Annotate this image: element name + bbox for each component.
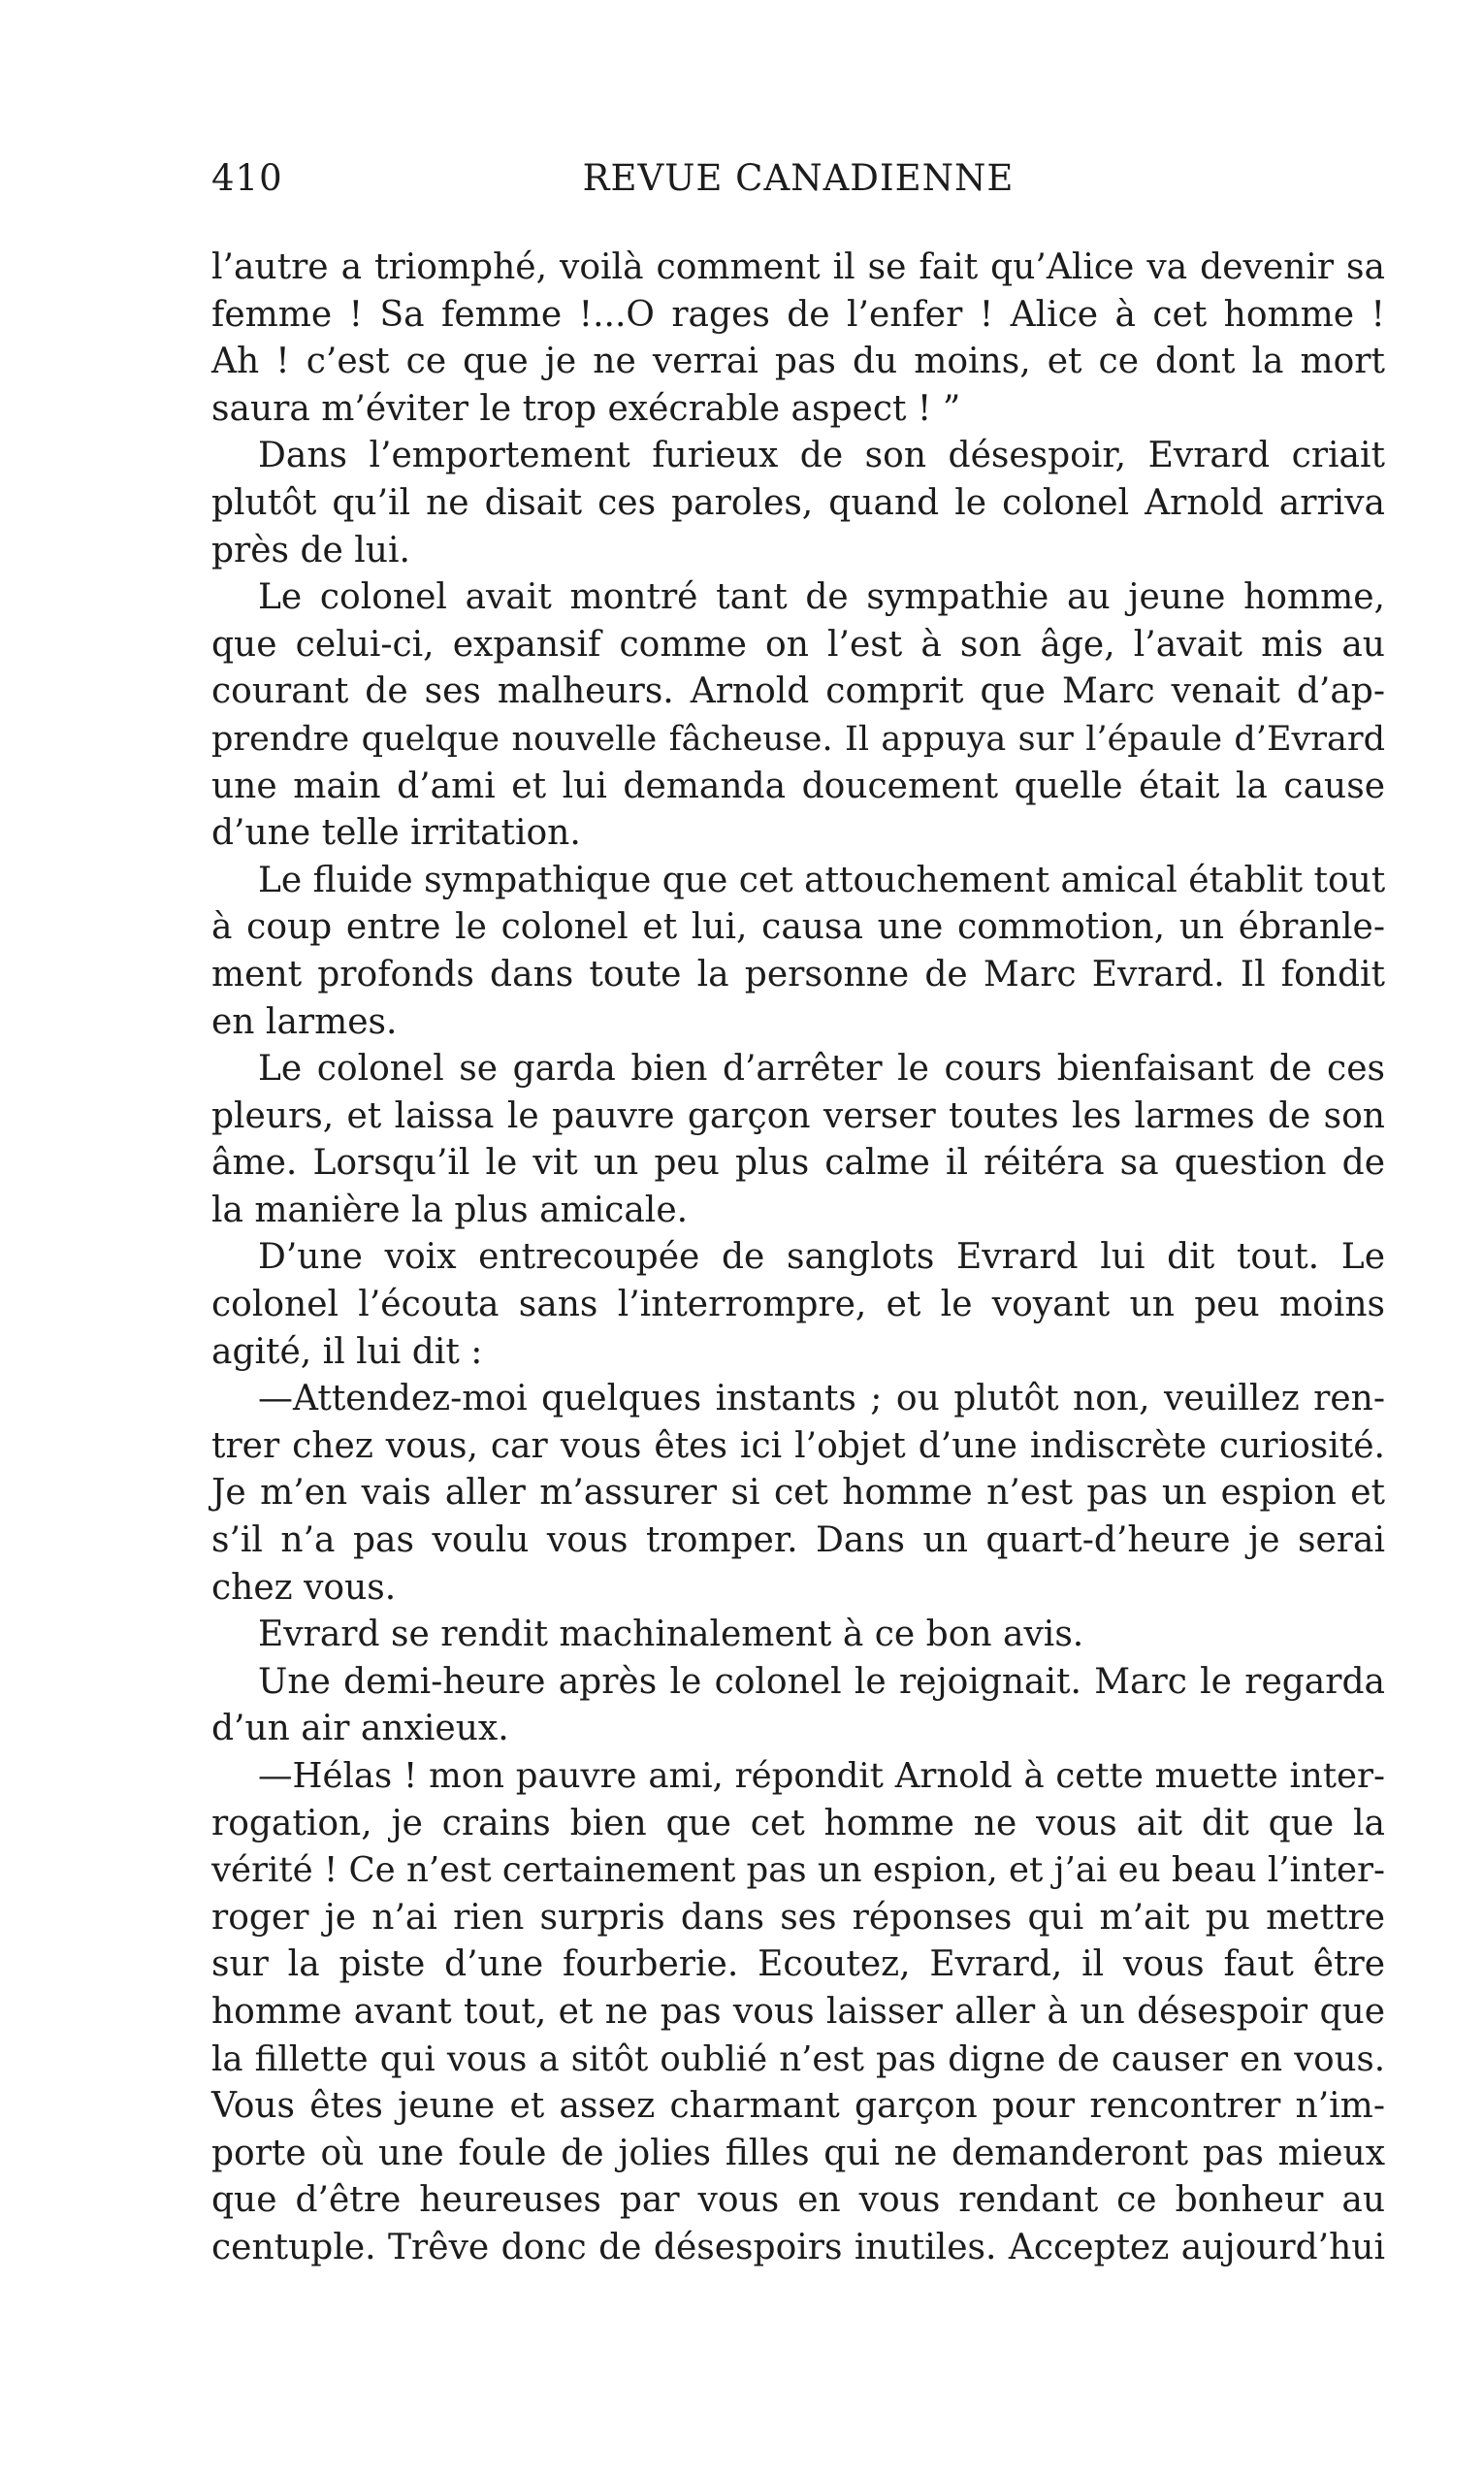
text-line: une main d’ami et lui demanda doucement quelle était la cause [211,766,1385,806]
text-line: centuple. Trêve donc de désespoirs inutiles. Acceptez aujourd’hui [211,2227,1385,2267]
body-text [211,245,1385,2272]
text-line: la manière la plus amicale. [211,1190,689,1230]
text-line: Une demi-heure après le colonel le rejoignait. Marc le regarda [258,1661,1385,1702]
text-line: saura m’éviter le trop exécrable aspect ! ” [211,388,961,429]
text-line: en larmes. [211,1001,398,1042]
text-line: roger je n’ai rien surpris dans ses réponses qui m’ait pu mettre [211,1897,1385,1938]
text-line: Evrard se rendit machinalement à ce bon avis. [258,1614,1084,1655]
text-line: à coup entre le colonel et lui, causa une commotion, un ébranle- [211,907,1385,948]
text-line: Je m’en vais aller m’assurer si cet homme n’est pas un espion et [211,1473,1385,1514]
text-line: que celui-ci, expansif comme on l’est à son âge, l’avait mis au [211,624,1385,665]
text-line: trer chez vous, car vous êtes ici l’objet d’une indiscrète curiosité. [211,1425,1385,1466]
text-line: femme ! Sa femme !...O rages de l’enfer ! Alice à cet homme ! [211,294,1385,335]
text-line: que d’être heureuses par vous en vous rendant ce bonheur au [211,2180,1385,2221]
text-line: Dans l’emportement furieux de son désespoir, Evrard criait [258,436,1385,476]
text-line: l’autre a triomphé, voilà comment il se fait qu’Alice va devenir sa [211,247,1385,287]
running-title: REVUE CANADIENNE [582,157,1015,199]
text-line: plutôt qu’il ne disait ces paroles, quand le colonel Arnold arriva [211,482,1385,523]
text-line: pleurs, et laissa le pauvre garçon verser toutes les larmes de son [211,1095,1385,1136]
text-line: Vous êtes jeune et assez charmant garçon pour rencontrer n’im- [211,2086,1385,2127]
text-line: chez vous. [211,1567,397,1608]
text-line: s’il n’a pas voulu vous tromper. Dans un quart-d’heure je serai [211,1520,1385,1561]
text-line: agité, il lui dit : [211,1331,483,1372]
page-number: 410 [211,157,283,199]
text-line: porte où une foule de jolies filles qui ne demanderont pas mieux [211,2133,1385,2173]
text-line: colonel l’écouta sans l’interrompre, et le voyant un peu moins [211,1285,1385,1325]
page-header [211,157,1385,215]
text-line: vérité ! Ce n’est certainement pas un espion, et j’ai eu beau l’inter- [211,1850,1385,1891]
text-line: âme. Lorsqu’il le vit un peu plus calme il réitéra sa question de [211,1143,1385,1184]
text-line: Le colonel se garda bien d’arrêter le cours bienfaisant de ces [258,1049,1385,1090]
text-line: —Attendez-moi quelques instants ; ou plutôt non, veuillez ren- [258,1379,1385,1419]
text-line: courant de ses malheurs. Arnold comprit que Marc venait d’ap- [211,671,1385,712]
text-line: D’une voix entrecoupée de sanglots Evrard lui dit tout. Le [258,1237,1385,1278]
text-line: près de lui. [211,530,410,571]
text-line: Le colonel avait montré tant de sympathie au jeune homme, [258,577,1385,618]
text-line: sur la piste d’une fourberie. Ecoutez, Evrard, il vous faut être [211,1944,1385,1985]
text-line: rogation, je crains bien que cet homme ne vous ait dit que la [211,1803,1385,1843]
text-line: d’une telle irritation. [211,813,581,854]
text-line: Le fluide sympathique que cet attouchement amical établit tout [258,860,1386,900]
text-line: ment profonds dans toute la personne de Marc Evrard. Il fondit [211,954,1385,994]
text-line: la fillette qui vous a sitôt oublié n’est pas digne de causer en vous. [211,2038,1385,2079]
text-line: homme avant tout, et ne pas vous laisser aller à un désespoir que [211,1991,1385,2032]
text-line: d’un air anxieux. [211,1709,509,1749]
text-line: Ah ! c’est ce que je ne verrai pas du moins, et ce dont la mort [211,342,1385,382]
text-line: —Hélas ! mon pauvre ami, répondit Arnold à cette muette inter- [258,1756,1385,1796]
text-line: prendre quelque nouvelle fâcheuse. Il appuya sur l’épaule d’Evrard [211,719,1385,759]
